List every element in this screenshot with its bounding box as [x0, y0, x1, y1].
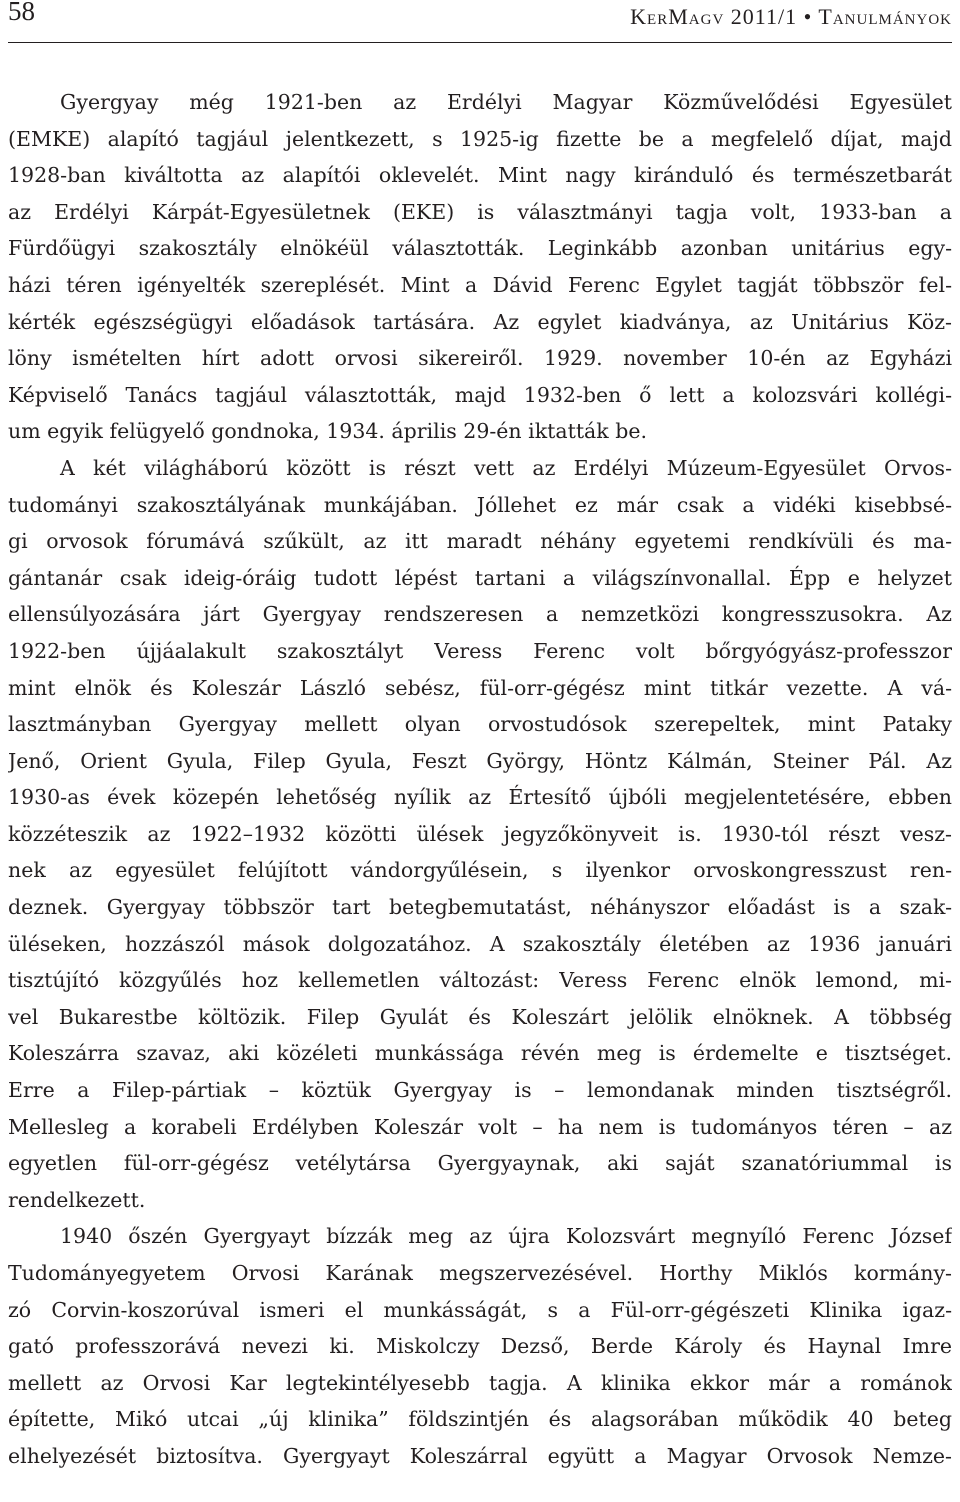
text-line: gi orvosok fórumává szűkült, az itt maradt néhány egyetemi rendkívüli és ma- — [8, 529, 952, 554]
text-line: Jenő, Orient Gyula, Filep Gyula, Feszt György, Höntz Kálmán, Steiner Pál. Az — [8, 748, 952, 773]
text-line: Tudományegyetem Orvosi Karának megszervezésével. Horthy Miklós kormány- — [8, 1261, 952, 1285]
text-line: löny ismételten hírt adott orvosi sikereiről. 1929. november 10-én az Egyházi — [8, 346, 952, 371]
text-line: vel Bukarestbe költözik. Filep Gyulát és Koleszárt jelölik elnöknek. A többség — [8, 1004, 952, 1029]
page-header — [8, 0, 952, 40]
text-line: 1930-as évek közepén lehetőség nyílik az Értesítő újbóli megjelentetésére, ebben — [8, 785, 952, 810]
text-line: 1928-ban kiváltotta az alapítói oklevelét. Mint nagy kiránduló és természetbarát — [8, 163, 952, 188]
text-line: mint elnök és Koleszár László sebész, fül-orr-gégész mint titkár vezette. A vá- — [8, 675, 952, 700]
text-line: 1940 őszén Gyergyayt bízzák meg az újra Kolozsvárt megnyíló Ferenc József — [60, 1224, 952, 1249]
text-line: (EMKE) alapító tagjául jelentkezett, s 1925-ig fizette be a megfelelő díjat, majd — [8, 126, 952, 151]
text-line: egyetlen fül-orr-gégész vetélytársa Gyergyaynak, aki saját szanatóriummal is — [8, 1151, 952, 1176]
text-line: 1922-ben újjáalakult szakosztályt Veress Ferenc volt bőrgyógyász-professzor — [8, 638, 952, 663]
text-line: gató professzorává nevezi ki. Miskolczy Dezső, Berde Károly és Haynal Imre — [8, 1334, 952, 1359]
article-body — [8, 84, 952, 1475]
text-line: Mellesleg a korabeli Erdélyben Koleszár volt – ha nem is tudományos téren – az — [8, 1114, 952, 1139]
text-line: um egyik felügyelő gondnoka, 1934. április 29-én iktatták be. — [8, 419, 647, 444]
running-head: KerMagv 2011/1 • Tanulmányok — [630, 4, 952, 29]
text-line: tudományi szakosztályának munkájában. Jóllehet ez már csak a vidéki kisebbsé- — [8, 492, 952, 517]
text-line: A két világháború között is részt vett az Erdélyi Múzeum-Egyesület Orvos- — [60, 455, 952, 480]
text-line: Képviselő Tanács tagjául választották, majd 1932-ben ő lett a kolozsvári kollégi- — [8, 382, 952, 407]
text-line: elhelyezését biztosítva. Gyergyayt Koleszárral együtt a Magyar Orvosok Nemze- — [8, 1443, 952, 1468]
text-line: zó Corvin-koszorúval ismeri el munkásságát, s a Fül-orr-gégészeti Klinika igaz- — [8, 1297, 952, 1322]
text-line: Koleszárra szavaz, aki közéleti munkássága révén meg is érdemelte e tisztséget. — [8, 1041, 952, 1066]
text-line: gántanár csak ideig-óráig tudott lépést tartani a világszínvonallal. Épp e helyzet — [8, 565, 952, 590]
text-line: ellensúlyozására járt Gyergyay rendszeresen a nemzetközi kongresszusokra. Az — [8, 602, 952, 627]
text-line: lasztmányban Gyergyay mellett olyan orvostudósok szerepeltek, mint Pataky — [8, 712, 952, 737]
text-line: Erre a Filep-pártiak – köztük Gyergyay is – lemondanak minden tisztségről. — [8, 1078, 952, 1103]
text-line: kérték egészségügyi előadások tartására. Az egylet kiadványa, az Unitárius Köz- — [8, 309, 952, 334]
page-number: 58 — [8, 0, 35, 26]
text-line: nek az egyesület felújított vándorgyűlésein, s ilyenkor orvoskongresszust ren- — [8, 858, 952, 883]
text-line: mellett az Orvosi Kar legtekintélyesebb tagja. A klinika ekkor már a románok — [8, 1370, 952, 1395]
header-rule — [8, 42, 952, 43]
text-line: közzéteszik az 1922–1932 közötti ülések jegyzőkönyveit is. 1930-tól részt vesz- — [8, 821, 952, 846]
text-line: rendelkezett. — [8, 1187, 146, 1212]
text-line: Fürdőügyi szakosztály elnökéül választották. Leginkább azonban unitárius egy- — [8, 236, 952, 261]
text-line: tisztújító közgyűlés hoz kellemetlen változást: Veress Ferenc elnök lemond, mi- — [8, 968, 952, 993]
text-line: az Erdélyi Kárpát-Egyesületnek (EKE) is választmányi tagja volt, 1933-ban a — [8, 199, 952, 224]
text-line: házi téren igényelték szereplését. Mint a Dávid Ferenc Egylet tagját többször fel- — [8, 272, 952, 297]
text-line: Gyergyay még 1921-ben az Erdélyi Magyar Közművelődési Egyesület — [60, 90, 952, 114]
text-line: üléseken, hozzászól mások dolgozatához. A szakosztály életében az 1936 januári — [8, 931, 952, 956]
text-line: építette, Mikó utcai „új klinika” földszintjén és alagsorában működik 40 beteg — [8, 1407, 952, 1432]
text-line: deznek. Gyergyay többször tart betegbemutatást, néhányszor előadást is a szak- — [8, 895, 952, 920]
